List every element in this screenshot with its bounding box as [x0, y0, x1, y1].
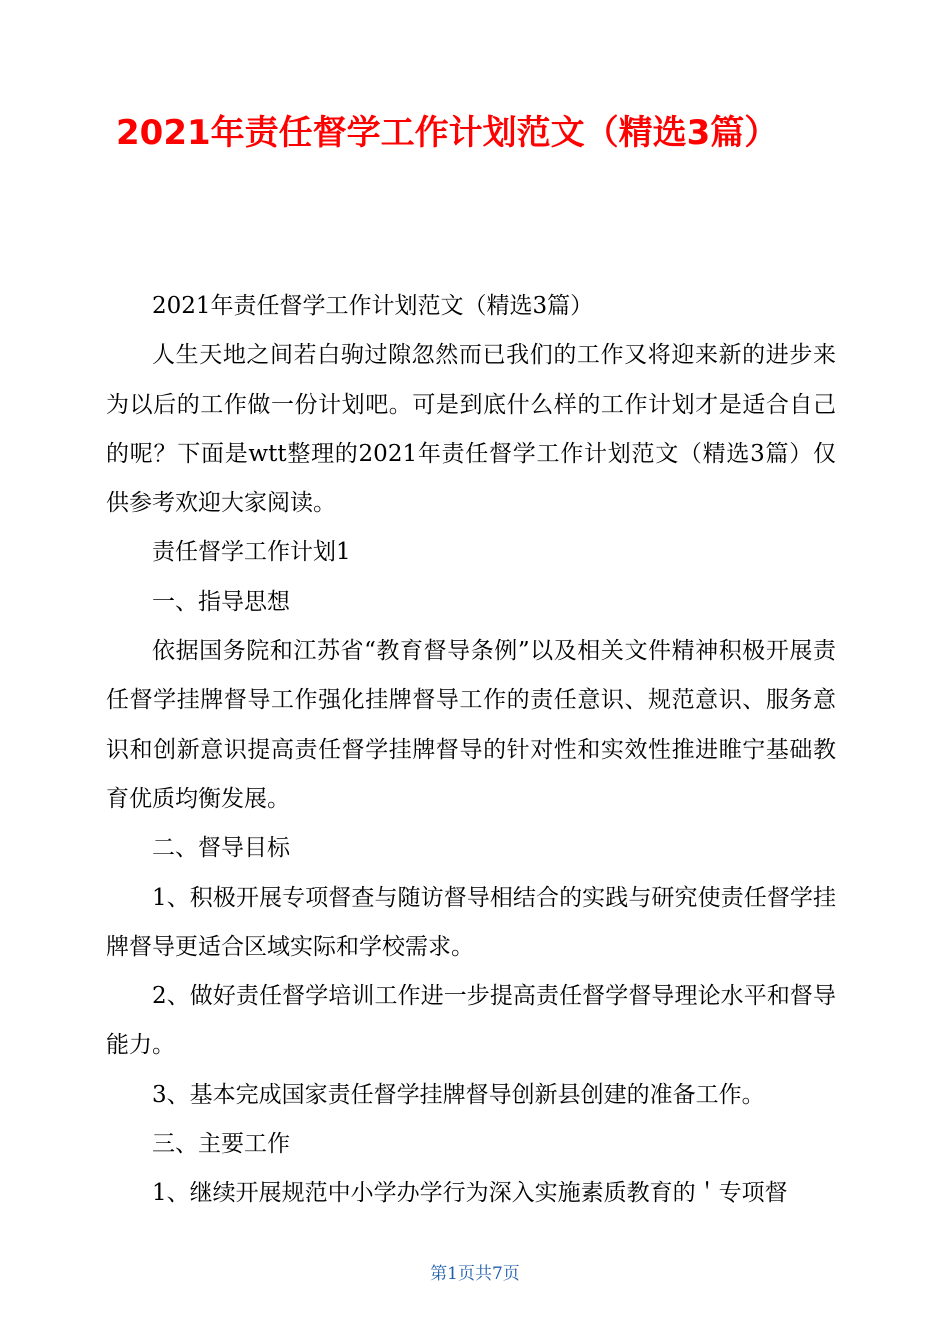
- page-footer: 第1页共7页: [430, 1264, 520, 1284]
- section-heading-supervision-goals: 二、督导目标: [152, 835, 290, 862]
- section-heading-guiding-ideology: 一、指导思想: [152, 588, 290, 615]
- paragraph-guiding-ideology: 依据国务院和江苏省“教育督导条例”以及相关文件精神积极开展责任督学挂牌督导工作强化挂牌督导工作的责任意识、规范意识、服务意识和创新意识提高责任督学挂牌督导的针对性和实效性推进睢宁基础教育优质均衡发展。: [106, 638, 836, 812]
- paragraph-goal-3: 3、基本完成国家责任督学挂牌督导创新县创建的准备工作。: [152, 1081, 765, 1108]
- section-heading-main-work: 三、主要工作: [152, 1131, 290, 1158]
- paragraph-work-1: 1、继续开展规范中小学办学行为深入实施素质教育的＇专项督: [152, 1180, 788, 1207]
- paragraph-goal-2: 2、做好责任督学培训工作进一步提高责任督学督导理论水平和督导能力。: [106, 983, 836, 1059]
- document-body: [106, 282, 836, 1219]
- section-heading-plan-1: 责任督学工作计划1: [152, 539, 351, 566]
- paragraph-intro: 人生天地之间若白驹过隙忽然而已我们的工作又将迎来新的进步来为以后的工作做一份计划吧。可是到底什么样的工作计划才是适合自己的呢？下面是wtt整理的2021年责任督学工作计划范文（精选3篇）仅供参考欢迎大家阅读。: [106, 342, 836, 517]
- paragraph-subtitle: 2021年责任督学工作计划范文（精选3篇）: [152, 293, 594, 319]
- document-title: 2021年责任督学工作计划范文（精选3篇）: [116, 113, 779, 153]
- paragraph-goal-1: 1、积极开展专项督查与随访督导相结合的实践与研究使责任督学挂牌督导更适合区域实际和学校需求。: [106, 884, 836, 960]
